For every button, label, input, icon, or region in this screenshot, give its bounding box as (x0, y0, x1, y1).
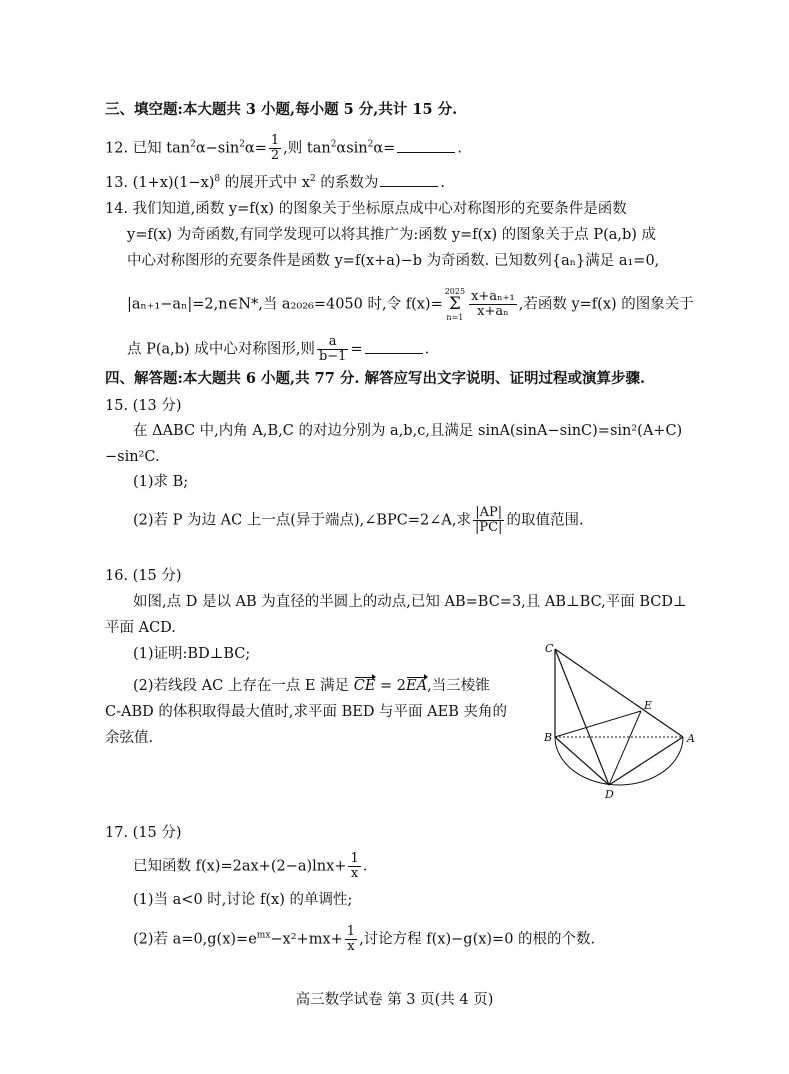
fraction-ap-over-pc: $\frac{|AP|}{|PC|}$ (474, 505, 503, 535)
page-footer: 高三数学试卷 第 3 页(共 4 页) (295, 992, 494, 1008)
section4-heading: 四、解答题:本大题共 6 小题,共 77 分. 解答应写出文字说明、证明过程或演算步骤. (105, 370, 646, 387)
geometry-figure (530, 635, 705, 800)
label-b: B (544, 731, 553, 744)
section3-heading: 三、填空题:本大题共 3 小题,每小题 5 分,共计 15 分. (105, 101, 458, 118)
label-a: A (687, 732, 695, 745)
summation-symbol: 2025 Σ n=1 (444, 287, 466, 322)
question-14-line-4: |aₙ₊₁−aₙ|=2,n∈N*,当 a₂₀₂₆=4050 时,令 f(x)=2025 Σ n=1 $\frac{\text{x+aₙ₊₁}}{\text{x+aₙ}}$ ,若函数 y=f(x) 的图象关于 (127, 287, 694, 322)
question-14-line-2: y=f(x) 为奇函数,有同学发现可以将其推广为:函数 y=f(x) 的图象关于点 P(a,b) 成 (127, 227, 657, 243)
answer-blank-12 (397, 138, 455, 153)
question-16-line-2: 平面 ACD. (105, 620, 176, 636)
vector-ea: EA (406, 678, 428, 694)
label-c: C (545, 642, 554, 655)
question-16-part-2-line-3: 余弦值. (105, 730, 154, 746)
edge-be-hidden (555, 711, 641, 737)
edge-ca (555, 649, 683, 737)
fraction-sum-term: $\frac{\text{x+aₙ₊₁}}{\text{x+aₙ}}$ (471, 289, 515, 319)
label-e: E (644, 699, 653, 712)
edge-da (609, 737, 683, 785)
question-15-number: 15. (13 分) (105, 398, 182, 414)
edge-cd (555, 649, 609, 785)
fraction-a-over-b: $\frac{a}{b-1}$ (318, 334, 347, 364)
question-16-line-1: 如图,点 D 是以 AB 为直径的半圆上的动点,已知 AB=BC=3,且 AB⊥BC,平面 BCD⊥ (133, 594, 687, 610)
question-17-part-1: (1)当 a<0 时,讨论 f(x) 的单调性; (133, 892, 353, 908)
vector-ce: CE (353, 678, 376, 694)
question-14-line-5: 点 P(a,b) 成中心对称图形,则 $\frac{a}{b-1}$ = . (127, 334, 430, 364)
answer-blank-14 (365, 339, 423, 354)
question-16-part-2-line-2: C-ABD 的体积取得最大值时,求平面 BED 与平面 AEB 夹角的 (105, 704, 507, 720)
question-16-number: 16. (15 分) (105, 568, 182, 584)
question-15-line-1: 在 ΔABC 中,内角 A,B,C 的对边分别为 a,b,c,且满足 sinA(sinA−sinC)=sin²(A+C) (133, 423, 683, 439)
question-15-part-1: (1)求 B; (133, 474, 189, 490)
answer-blank-13 (380, 172, 438, 187)
label-d: D (605, 788, 614, 801)
question-13: 13. $(1+x)(1-x)^8$ 的展开式中 $x^2$ 的系数为 . (105, 172, 445, 193)
question-17-number: 17. (15 分) (105, 825, 182, 841)
question-16-part-1: (1)证明:BD⊥BC; (133, 646, 251, 662)
question-15-part-2: (2)若 P 为边 AC 上一点(异于端点),∠BPC=2∠A,求 $\frac{|AP|}{|PC|}$ 的取值范围. (133, 505, 584, 535)
fraction-one-over-x: $\frac{1}{x}$ (350, 851, 359, 881)
question-14-line-3: 中心对称图形的充要条件是函数 y=f(x+a)−b 为奇函数. 已知数列{aₙ}满足 a₁=0, (127, 253, 660, 269)
question-16-part-2: (2)若线段 AC 上存在一点 E 满足 CE = 2EA,当三棱锥 (133, 678, 490, 694)
fraction-one-over-x-2: $\frac{1}{x}$ (346, 924, 356, 954)
question-14-line-1: 14. 我们知道,函数 y=f(x) 的图象关于坐标原点成中心对称图形的充要条件是函数 (105, 201, 627, 217)
question-12: 12. 已知 $\tan^2\alpha-\sin^2\alpha=$ $\frac{1}{2}$ ,则 $\tan^2\alpha\sin^2\alpha=$ . (105, 133, 462, 163)
question-15-line-2: −sin²C. (105, 449, 160, 465)
edge-de (609, 711, 641, 785)
question-17-part-2: (2)若 $a=0,g(x)=e^{mx}-x^2+mx+$ $\frac{1}{x}$ ,讨论方程 f(x)−g(x)=0 的根的个数. (133, 924, 596, 954)
question-17-line-1: 已知函数 f(x)=2ax+(2−a)lnx+ $\frac{1}{x}$ . (133, 851, 368, 881)
fraction-one-half: $\frac{1}{2}$ (270, 133, 280, 163)
